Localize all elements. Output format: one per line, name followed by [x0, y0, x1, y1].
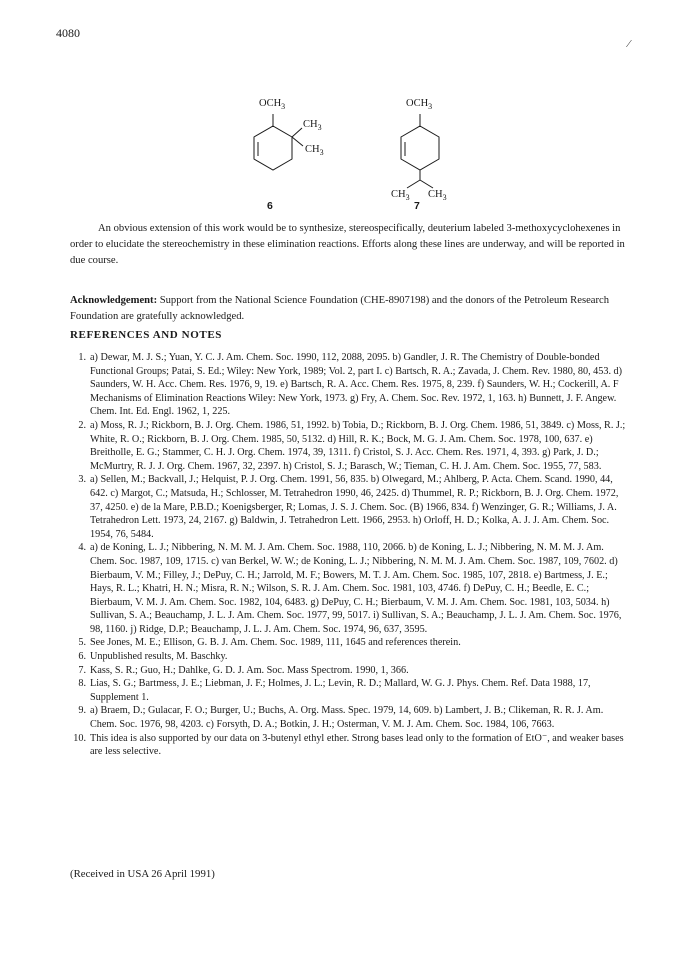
reference-number: 2. — [78, 419, 86, 431]
reference-text: a) Braem, D.; Gulacar, F. O.; Burger, U.; Buchs, A. Org. Mass. Spec. 1979, 14, 609. b) Lambert, J. B.; Clikeman, R. R. J. Am. Chem. Soc. 1976, 98, 4203. c) Forsyth, D. A.; Botkin, J. H.; Osterman, V. M. J. Am. Chem. Soc. 1984, 106, 7663. — [90, 705, 604, 731]
reference-item — [70, 351, 632, 419]
acknowledgement-heading: Acknowledgement: — [70, 295, 158, 306]
reference-text: Unpublished results, M. Baschky. — [90, 651, 228, 663]
compound-7-number: 7 — [414, 200, 420, 212]
compound-7-methyl-right-label: $CH_3$ — [428, 189, 447, 202]
compound-7-methyl-left-label: $CH_3$ — [391, 189, 410, 202]
corner-mark: ⁄ — [628, 38, 630, 50]
reference-number: 4. — [78, 542, 86, 554]
closing-paragraph: An obvious extension of this work would be to synthesize, stereospecifically, deuterium labeled 3-methoxycyclohexenes in order to elucidate the stereochemistry in these elimination reactions. Efforts along these lines are underway, and will be reported in due course. — [70, 223, 625, 266]
reference-text: a) Dewar, M. J. S.; Yuan, Y. C. J. Am. Chem. Soc. 1990, 112, 2088, 2095. b) Gandler, J. R. The Chemistry of Double-bonded Functional Groups; Patai, S. Ed.; Wiley: New York, 1989; Vol. 2, part I. c) Bartsch, R. A.; Zavada, J. Chem. Rev. 1980, 80, 453. d) Saunders, W. H. Acc. Chem. Res. 1976, 9, 19. e) Bartsch, R. A. Acc. Chem. Res. 1975, 8, 239. f) Saunders, W. H.; Cockerill, A. F Mechanisms of Elimination Reactions Wiley: New York, 1973. g) Fry, A. Chem. Soc. Rev. 1972, 1, 163. h) Bunnett, J. F. Angew. Chem. Int. Ed. Engl. 1962, 1, 225. — [90, 352, 623, 418]
reference-item — [70, 704, 632, 731]
reference-number: 10. — [73, 732, 86, 744]
reference-item — [70, 677, 632, 704]
reference-text: Lias, S. G.; Bartmess, J. E.; Liebman, J. F.; Holmes, J. L.; Levin, R. D.; Mallard, W. G. J. Phys. Chem. Ref. Data 1988, 17, Supplement 1. — [90, 678, 591, 703]
compound-7-methoxy-label: $OCH_3$ — [406, 98, 433, 111]
reference-item — [70, 473, 632, 541]
compound-6-number: 6 — [267, 200, 273, 212]
reference-item — [70, 732, 632, 759]
received-date: (Received in USA 26 April 1991) — [70, 868, 215, 880]
reference-item — [70, 636, 632, 650]
reference-item — [70, 541, 632, 636]
reference-text: a) de Koning, L. J.; Nibbering, N. M. M. J. Am. Chem. Soc. 1988, 110, 2066. b) de Koning, L. J.; Nibbering, N. M. M. J. Am. Chem. Soc. 1987, 109, 1715. c) van Berkel, W. W.; de Koning, L. J.; Nibbering, N. M. M. J. Am. Chem. Soc. 1987, 109, 7602. d) Bierbaum, V. M.; Filley, J.; DePuy, C. H.; Jarrold, M. F.; Bowers, M. T. J. Am. Chem. Soc. 1985, 107, 2818. e) Bartmess, J. E.; Hays, R. L.; Khatri, H. N.; Misra, R. N.; Wilson, S. R. J. Am. Chem. Soc. 1981, 103, 4746. f) DePuy, C. H.; Beedle, E. C.; Bierbaum, V. M. J. Am. Chem. Soc. 1982, 104, 6483. g) DePuy, C. H.; Bierbaum, V. M. J. Am. Chem. Soc. 1981, 103, 5034. h) Sullivan, S. A.; Beauchamp, J. L. J. Am. Chem. Soc. 1977, 99, 5017. i) Sullivan, S. A.; Beauchamp, J. L. J. Am. Chem. Soc. 1976, 98, 1160. j) Ridge, D.P.; Beauchamp, J. L. J. Am. Chem. Soc. 1974, 96, 637, 3595. — [90, 542, 622, 635]
reference-number: 3. — [78, 474, 86, 486]
compound-6-methyl-2-label: $CH_3$ — [305, 144, 324, 157]
compound-6-methyl-1-label: $CH_3$ — [303, 119, 322, 132]
acknowledgement — [70, 293, 630, 325]
reference-number: 5. — [78, 637, 86, 649]
compound-6-structure — [254, 114, 303, 170]
reference-number: 1. — [78, 352, 86, 363]
reference-number: 6. — [78, 651, 86, 663]
references-heading: REFERENCES AND NOTES — [70, 329, 222, 341]
reference-text: See Jones, M. E.; Ellison, G. B. J. Am. Chem. Soc. 1989, 111, 1645 and references therein. — [90, 637, 461, 649]
reference-text: Kass, S. R.; Guo, H.; Dahlke, G. D. J. Am. Soc. Mass Spectrom. 1990, 1, 366. — [90, 664, 409, 676]
reference-number: 9. — [78, 705, 86, 717]
reference-text: a) Moss, R. J.; Rickborn, B. J. Org. Chem. 1986, 51, 1992. b) Tobia, D.; Rickborn, B. J. Org. Chem. 1986, 51, 3849. c) Moss, R. J.; White, R. O.; Rickborn, B. J. Org. Chem. 1985, 50, 5132. d) Hill, R. K.; Bock, M. G. J. Am. Chem. Soc. 1978, 100, 637. e) Breitholle, E. G.; Stammer, C. H. J. Org. Chem. 1974, 39, 1311. f) Cristol, S. J. Acc. Chem. Res. 1971, 4, 393. g) Park, J. D.; McMurtry, R. J. J. Org. Chem. 1967, 32, 2397. h) Cristol, S. J.; Barasch, W.; Tieman, C. H. J. Am. Chem. Soc. 1955, 77, 583. — [90, 419, 626, 472]
compound-7-structure — [401, 114, 439, 188]
reference-item — [70, 419, 632, 473]
reference-number: 8. — [78, 678, 86, 690]
chemical-structures — [0, 92, 677, 217]
acknowledgement-text: Support from the National Science Foundation (CHE-8907198) and the donors of the Petroleum Research Foundation are gratefully acknowledged. — [70, 295, 609, 322]
reference-text: a) Sellen, M.; Backvall, J.; Helquist, P. J. Org. Chem. 1991, 56, 835. b) Olwegard, M.; Ahlberg, P. Acta. Chem. Scand. 1990, 44, 642. c) Margot, C.; Matsuda, H.; Schlosser, M. Tetrahedron 1990, 46, 2425. d) Thummel, R. P.; Rickborn, B. J. Org. Chem. 1972, 37, 4250. e) de la Mare, P.B.D.; Koenigsberger, R; Lomas, J. S. J. Chem. Soc. (B) 1966, 834. f) Wenzinger, G. R.; Williams, J. A. Tetrahedron Lett. 1973, 24, 2167. g) Baldwin, J. Tetrahedron Lett. 1966, 2953. h) Orloff, H. D.; Kolka, A. J. J. Am. Chem. Soc. 1954, 76, 5484. — [90, 474, 619, 540]
references-list — [70, 351, 632, 759]
reference-item — [70, 664, 632, 678]
reference-number: 7. — [78, 664, 86, 676]
reference-item — [70, 650, 632, 664]
compound-6-methoxy-label: $OCH_3$ — [259, 98, 286, 111]
reference-text: This idea is also supported by our data on 3-butenyl ethyl ether. Strong bases lead only to the formation of EtO⁻, and weaker bases are less selective. — [90, 732, 624, 758]
page-number: 4080 — [56, 26, 80, 40]
